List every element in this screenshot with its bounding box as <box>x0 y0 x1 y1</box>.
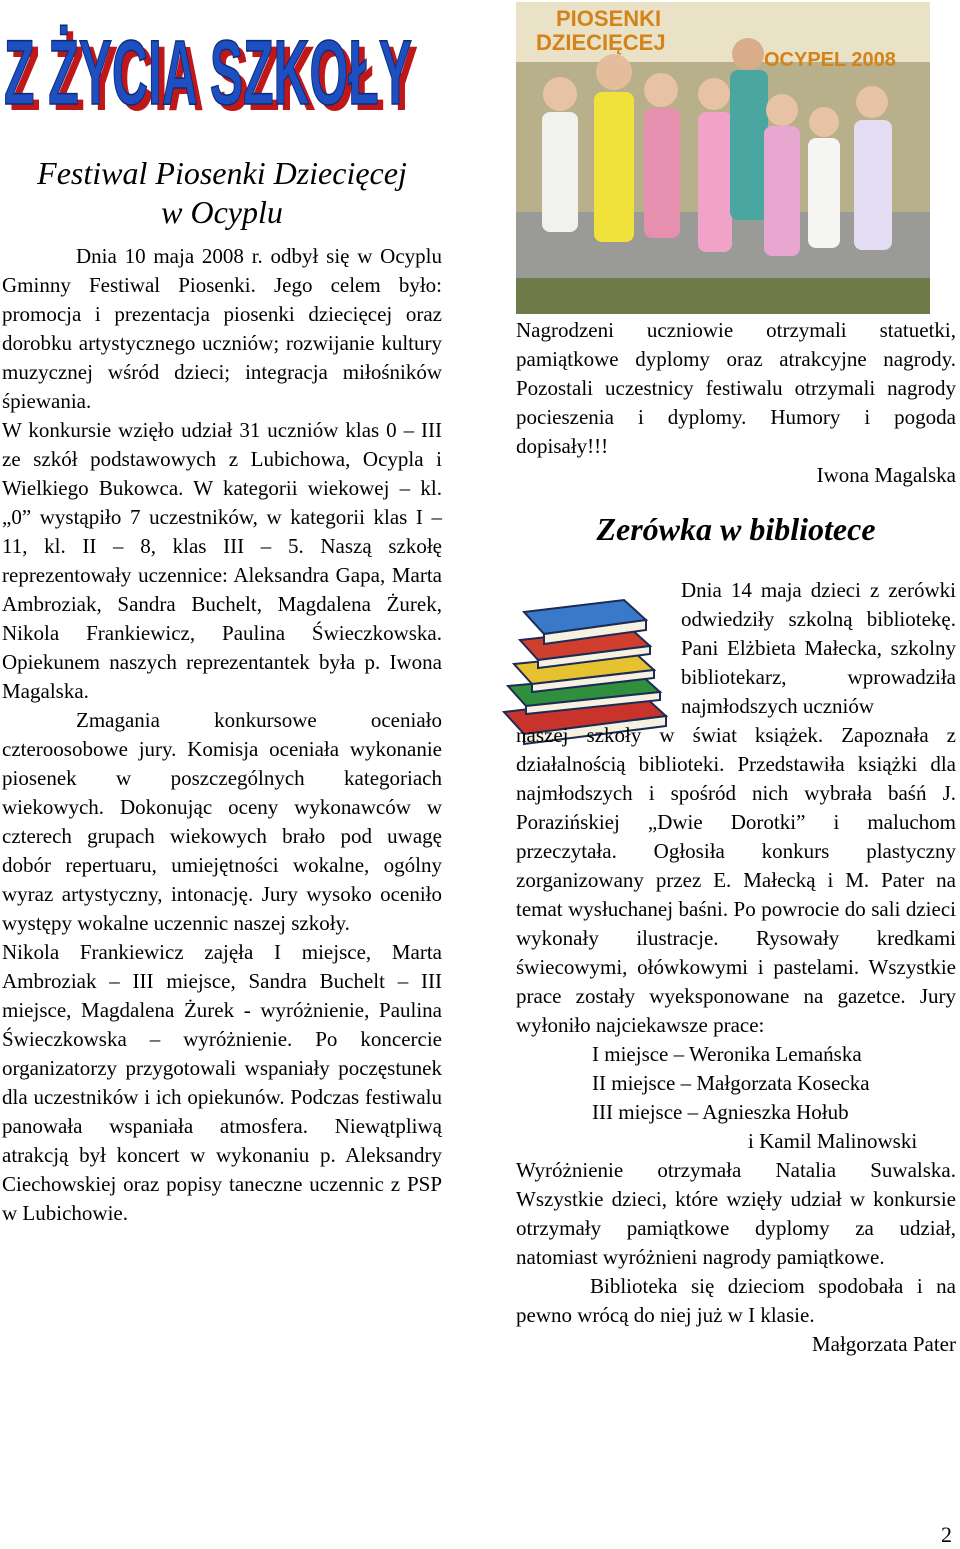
paragraph: W konkursie wzięło udział 31 uczniów klas 0 – III ze szkół podstawowych z Lubichowa, Ocypla i Wielkiego Bukowca. W kategorii wiekowej – kl. „0” wystąpiło 7 uczestników, w kategorii klas I – 11, kl. II – 8, klas III – 5. Naszą szkołę reprezentowały uczennice: Aleksandra Gapa, Marta Ambroziak, Sandra Buchelt, Magdalena Żurek, Nikola Frankiewicz, Paulina Świeczkowska. Opiekunem naszych reprezentantek była p. Iwona Magalska. <box>2 418 442 703</box>
masthead-shadow: Z ŻYCIA SZKOŁY <box>10 28 418 120</box>
banner-text: DZIECIĘCEJ <box>536 30 666 55</box>
author-signature: Iwona Magalska <box>816 463 956 487</box>
article-festival-continued <box>516 316 956 490</box>
prize-line: III miejsce – Agnieszka Hołub <box>592 1100 849 1124</box>
paragraph: Zmagania konkursowe oceniało czteroosobowe jury. Komisja oceniała wykonanie piosenek w poszczególnych kategoriach wiekowych. Dokonując oceny wykonawców w czterech grupach wiekowych brało pod uwagę dobór repertuaru, umiejętności wokalne, ogólny wyraz artystyczny, intonację. Jury wysoko oceniło występy wokalne uczennic naszej szkoły. <box>2 708 442 935</box>
paragraph: Nikola Frankiewicz zajęła I miejsce, Marta Ambroziak – III miejsce, Sandra Buchelt – III miejsce, Magdalena Żurek - wyróżnienie, Paulina Świeczkowska – wyróżnienie. Po koncercie organizatorzy przygotowali wspaniały poczęstunek dla uczestników i ich opiekunów. Podczas festiwalu panowała wspaniała atmosfera. Niewątpliwą atrakcją był koncert w wykonaniu p. Aleksandry Ciechowskiej oraz popisy taneczne uczennic z PSP w Lubichowie. <box>2 940 442 1225</box>
banner-text: PIOSENKI <box>556 6 662 31</box>
paragraph: Dnia 10 maja 2008 r. odbył się w Ocyplu Gminny Festiwal Piosenki. Jego celem było: promocja i prezentacja piosenki dziecięcej oraz dorobku artystycznego uczniów; rozwijanie kultury muzycznej wśród dzieci; integracja miłośników śpiewania. <box>2 244 442 413</box>
title-line: w Ocyplu <box>161 194 283 230</box>
author-signature: Małgorzata Pater <box>811 1332 956 1356</box>
article-library-body <box>516 576 956 1359</box>
page-number: 2 <box>941 1522 952 1547</box>
festival-photo <box>516 2 930 314</box>
paragraph: Wyróżnienie otrzymała Natalia Suwalska. Wszystkie dzieci, które wzięły udział w konkursie otrzymały pamiątkowe dyplomy za udział, natomiast wyróżnieni nagrody pamiątkowe. <box>516 1158 956 1269</box>
prize-line: II miejsce – Małgorzata Kosecka <box>592 1071 870 1095</box>
article-festival <box>2 154 442 1228</box>
paragraph: Dnia 14 maja dzieci z zerówki odwiedziły szkolną bibliotekę. Pani Elżbieta Małecka, szkolny bibliotekarz, wprowadziła najmłodszych uczniów <box>681 578 956 718</box>
masthead-text: Z ŻYCIA SZKOŁY <box>4 22 412 120</box>
article-library <box>516 510 956 549</box>
paragraph: Biblioteka się dzieciom spodobała i na pewno wrócą do niej już w I klasie. <box>516 1274 956 1327</box>
paragraph: Nagrodzeni uczniowie otrzymali statuetki, pamiątkowe dyplomy oraz atrakcyjne nagrody. Pozostali uczestnicy festiwalu otrzymali nagrody pocieszenia i dyplomy. Humory i pogoda dopisały!!! <box>516 318 956 458</box>
title-line: Festiwal Piosenki Dziecięcej <box>37 155 407 191</box>
article-title <box>2 154 442 232</box>
prize-line: i Kamil Malinowski <box>748 1129 918 1153</box>
prize-line: I miejsce – Weronika Lemańska <box>592 1042 862 1066</box>
banner-text: OCYPEL 2008 <box>764 49 896 71</box>
paragraph: naszej szkoły w świat książek. Zapoznała z działalnością biblioteki. Przedstawiła książki dla najmłodszych i spośród nich wybrała baśń J. Porazińskiej „Dwie Dorotki” i maluchom przeczytała. Ogłosiła konkurs plastyczny zorganizowany przez E. Małecką i M. Pater na temat wysłuchanej baśni. Po powrocie do sali dzieci wykonały ilustracje. Rysowały kredkami świecowymi, ołówkowymi i pastelami. Wszystkie prace zostały wyeksponowane na gazetce. Jury wyłoniło najciekawsze prace: <box>516 723 956 1037</box>
masthead-logo <box>4 8 424 120</box>
article-title: Zerówka w bibliotece <box>596 511 876 547</box>
